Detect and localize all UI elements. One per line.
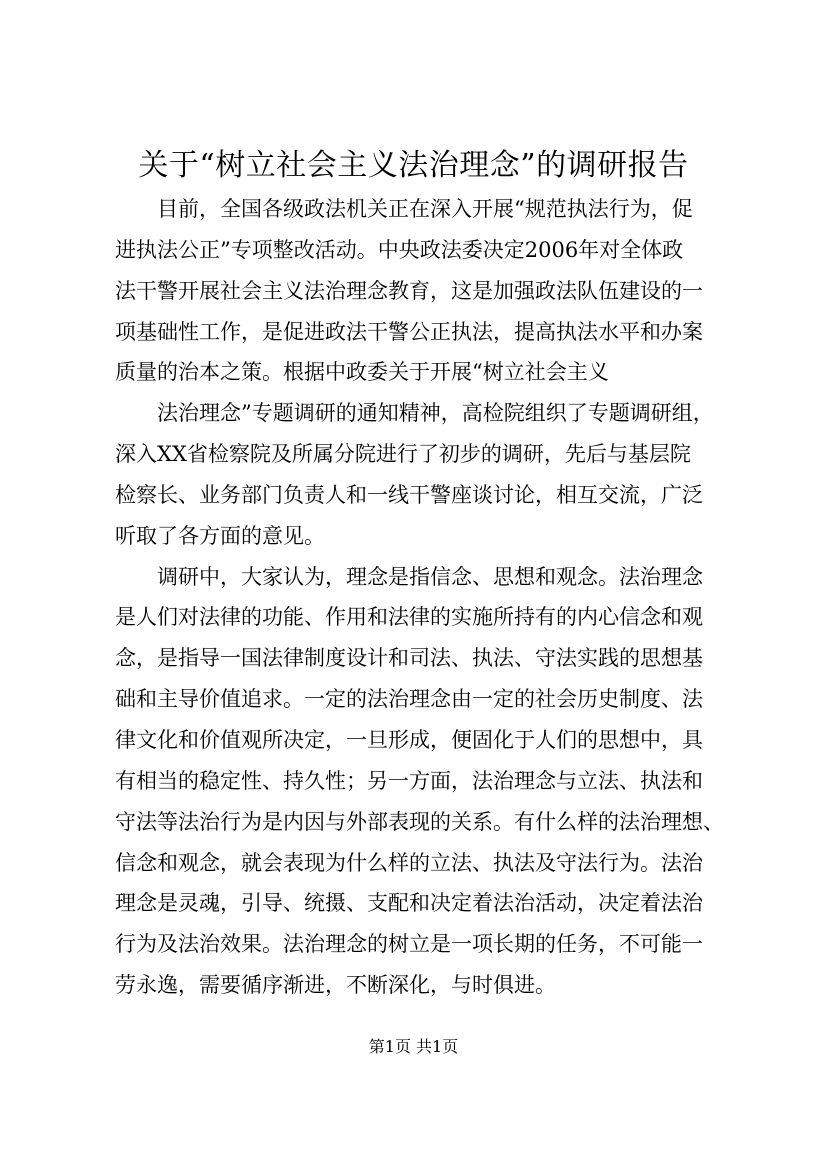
paragraph-line: 听取了各方面的意见。 bbox=[115, 523, 325, 548]
document-body bbox=[115, 189, 724, 1006]
paragraph-line: 守法等法治行为是内因与外部表现的关系。有什么样的法治理想、 bbox=[115, 809, 724, 834]
paragraph-line: 念，是指导一国法律制度设计和司法、执法、守法实践的思想基 bbox=[115, 646, 703, 671]
page-footer: 第1页 共1页 bbox=[368, 1037, 459, 1056]
paragraph-line: 是人们对法律的功能、作用和法律的实施所持有的内心信念和观 bbox=[115, 605, 703, 630]
paragraph-line: 法干警开展社会主义法治理念教育，这是加强政法队伍建设的一 bbox=[115, 278, 703, 303]
paragraph-line: 检察长、业务部门负责人和一线干警座谈讨论，相互交流，广泛 bbox=[115, 482, 703, 507]
paragraph-line: 信念和观念，就会表现为什么样的立法、执法及守法行为。法治 bbox=[115, 850, 703, 875]
paragraph-2 bbox=[115, 393, 719, 556]
paragraph-1 bbox=[115, 189, 719, 393]
paragraph-line: 劳永逸，需要循序渐进，不断深化，与时俱进。 bbox=[115, 973, 556, 998]
paragraph-line: 律文化和价值观所决定，一旦形成，便固化于人们的思想中，具 bbox=[115, 727, 703, 752]
paragraph-line: 目前，全国各级政法机关正在深入开展“规范执法行为，促 bbox=[157, 197, 693, 221]
paragraph-line: 深入XX省检察院及所属分院进行了初步的调研，先后与基层院 bbox=[115, 442, 691, 467]
document-title: 关于“树立社会主义法治理念”的调研报告 bbox=[138, 148, 689, 183]
paragraph-line: 调研中，大家认为，理念是指信念、思想和观念。法治理念 bbox=[157, 564, 703, 589]
paragraph-line: 行为及法治效果。法治理念的树立是一项长期的任务，不可能一 bbox=[115, 932, 703, 957]
paragraph-3 bbox=[115, 557, 724, 1006]
paragraph-line: 有相当的稳定性、持久性；另一方面，法治理念与立法、执法和 bbox=[115, 768, 703, 793]
paragraph-line: 质量的治本之策。根据中政委关于开展“树立社会主义 bbox=[115, 360, 609, 385]
paragraph-line: 理念是灵魂，引导、统摄、支配和决定着法治活动，决定着法治 bbox=[115, 891, 703, 916]
paragraph-line: 础和主导价值追求。一定的法治理念由一定的社会历史制度、法 bbox=[115, 687, 703, 712]
paragraph-line: 进执法公正”专项整改活动。中央政法委决定2006年对全体政 bbox=[115, 237, 684, 262]
paragraph-line: 法治理念”专题调研的通知精神，高检院组织了专题调研组， bbox=[157, 401, 714, 426]
paragraph-line: 项基础性工作，是促进政法干警公正执法，提高执法水平和办案 bbox=[115, 319, 703, 344]
